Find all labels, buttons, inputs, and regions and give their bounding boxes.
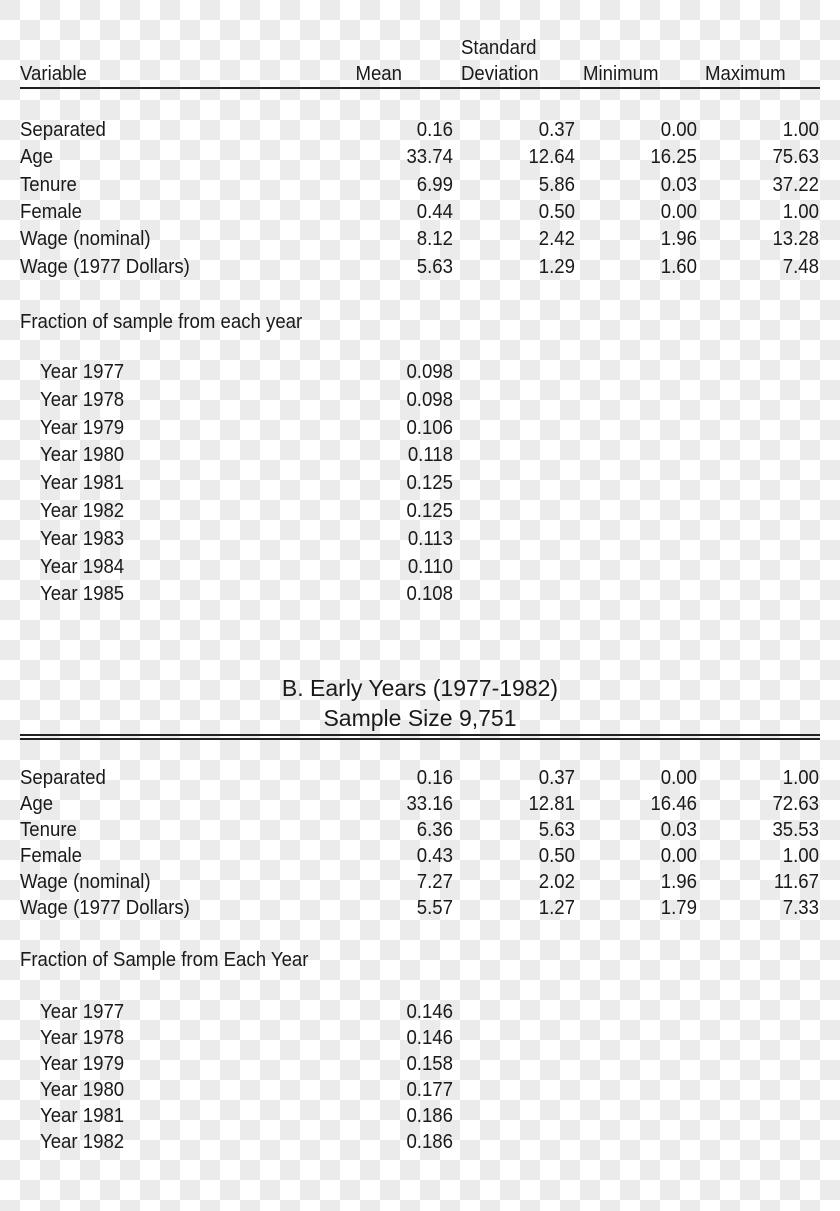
- year-label: Year 1979: [40, 1053, 125, 1075]
- fraction-heading: Fraction of sample from each year: [20, 311, 303, 333]
- cell-min: 0.00: [660, 845, 697, 867]
- panel-b-subtitle: Sample Size 9,751: [323, 705, 517, 731]
- cell-mean: 6.99: [416, 173, 453, 196]
- cell-sd: 5.86: [538, 173, 575, 196]
- cell-max: 35.53: [772, 819, 819, 841]
- year-label: Year 1978: [40, 1027, 125, 1049]
- header-mean: Mean: [355, 63, 402, 85]
- year-label: Year 1982: [40, 1131, 125, 1153]
- year-fraction: 0.098: [406, 361, 453, 383]
- cell-mean: 8.12: [416, 228, 453, 251]
- row-label: Tenure: [20, 819, 77, 841]
- panel-b-title: B. Early Years (1977-1982): [281, 675, 559, 701]
- year-fraction: 0.186: [406, 1105, 453, 1127]
- header-variable: Variable: [20, 63, 87, 85]
- cell-max: 1.00: [782, 119, 819, 141]
- year-label: Year 1985: [40, 583, 125, 606]
- year-label: Year 1981: [40, 1105, 125, 1127]
- row-label: Female: [20, 200, 83, 223]
- row-label: Wage (nominal): [20, 871, 151, 893]
- cell-max: 37.22: [772, 173, 819, 196]
- cell-min: 16.46: [650, 793, 697, 815]
- year-fraction: 0.186: [406, 1131, 453, 1153]
- cell-min: 0.00: [660, 200, 697, 223]
- cell-min: 1.96: [660, 871, 697, 893]
- year-label: Year 1982: [40, 500, 125, 522]
- fraction-heading: Fraction of Sample from Each Year: [20, 949, 309, 971]
- year-fraction: 0.125: [406, 472, 453, 495]
- year-fraction: 0.110: [407, 555, 453, 578]
- year-label: Year 1980: [40, 444, 125, 467]
- cell-sd: 0.50: [538, 200, 575, 223]
- row-label: Separated: [20, 767, 106, 789]
- cell-min: 0.03: [660, 819, 697, 841]
- year-label: Year 1977: [40, 1001, 125, 1023]
- cell-max: 75.63: [772, 146, 819, 169]
- cell-max: 7.33: [782, 897, 819, 919]
- cell-max: 1.00: [782, 767, 819, 789]
- cell-mean: 5.57: [416, 897, 453, 919]
- year-fraction: 0.125: [406, 500, 453, 522]
- year-fraction: 0.098: [406, 388, 453, 411]
- cell-min: 1.60: [660, 255, 697, 278]
- cell-mean: 6.36: [416, 819, 453, 841]
- cell-mean: 5.63: [416, 255, 453, 278]
- cell-sd: 5.63: [538, 819, 575, 841]
- row-label: Female: [20, 845, 83, 867]
- row-label: Wage (nominal): [20, 228, 151, 251]
- cell-min: 0.00: [660, 767, 697, 789]
- header-rule: [20, 87, 820, 89]
- year-fraction: 0.108: [406, 583, 453, 606]
- cell-sd: 0.50: [538, 845, 575, 867]
- cell-mean: 0.16: [416, 119, 453, 141]
- cell-mean: 0.16: [416, 767, 453, 789]
- cell-sd: 1.27: [538, 897, 575, 919]
- cell-mean: 0.43: [416, 845, 453, 867]
- cell-sd: 0.37: [538, 119, 575, 141]
- cell-mean: 33.74: [406, 146, 453, 169]
- cell-mean: 33.16: [406, 793, 453, 815]
- cell-sd: 12.81: [528, 793, 575, 815]
- year-label: Year 1980: [40, 1079, 125, 1101]
- row-label: Separated: [20, 119, 106, 141]
- header-sd-top: Standard: [461, 37, 537, 59]
- cell-max: 11.67: [773, 871, 819, 893]
- cell-mean: 7.27: [416, 871, 453, 893]
- year-fraction: 0.118: [407, 444, 453, 467]
- cell-mean: 0.44: [416, 200, 453, 223]
- cell-max: 13.28: [772, 228, 819, 251]
- cell-max: 72.63: [772, 793, 819, 815]
- row-label: Tenure: [20, 173, 77, 196]
- year-fraction: 0.146: [406, 1027, 453, 1049]
- year-label: Year 1984: [40, 555, 125, 578]
- cell-min: 0.00: [660, 119, 697, 141]
- cell-sd: 1.29: [538, 255, 575, 278]
- cell-max: 1.00: [782, 200, 819, 223]
- header-maximum: Maximum: [705, 63, 786, 85]
- row-label: Wage (1977 Dollars): [20, 897, 190, 919]
- panel-b-rule-bottom: [20, 738, 820, 740]
- cell-min: 0.03: [660, 173, 697, 196]
- row-label: Wage (1977 Dollars): [20, 255, 190, 278]
- cell-max: 7.48: [782, 255, 819, 278]
- cell-min: 1.96: [660, 228, 697, 251]
- year-label: Year 1983: [40, 527, 125, 550]
- year-fraction: 0.177: [406, 1079, 453, 1101]
- year-fraction: 0.158: [406, 1053, 453, 1075]
- panel-b-rule-top: [20, 734, 820, 736]
- year-fraction: 0.113: [407, 527, 453, 550]
- year-fraction: 0.146: [406, 1001, 453, 1023]
- cell-sd: 2.42: [538, 228, 575, 251]
- year-fraction: 0.106: [406, 416, 453, 439]
- row-label: Age: [20, 146, 54, 169]
- header-minimum: Minimum: [583, 63, 659, 85]
- year-label: Year 1978: [40, 388, 125, 411]
- year-label: Year 1979: [40, 416, 125, 439]
- cell-sd: 0.37: [538, 767, 575, 789]
- row-label: Age: [20, 793, 54, 815]
- header-sd-bottom: Deviation: [461, 63, 539, 85]
- cell-min: 1.79: [660, 897, 697, 919]
- cell-sd: 2.02: [538, 871, 575, 893]
- cell-max: 1.00: [782, 845, 819, 867]
- cell-sd: 12.64: [528, 146, 575, 169]
- year-label: Year 1981: [40, 472, 125, 495]
- cell-min: 16.25: [650, 146, 697, 169]
- year-label: Year 1977: [40, 361, 125, 383]
